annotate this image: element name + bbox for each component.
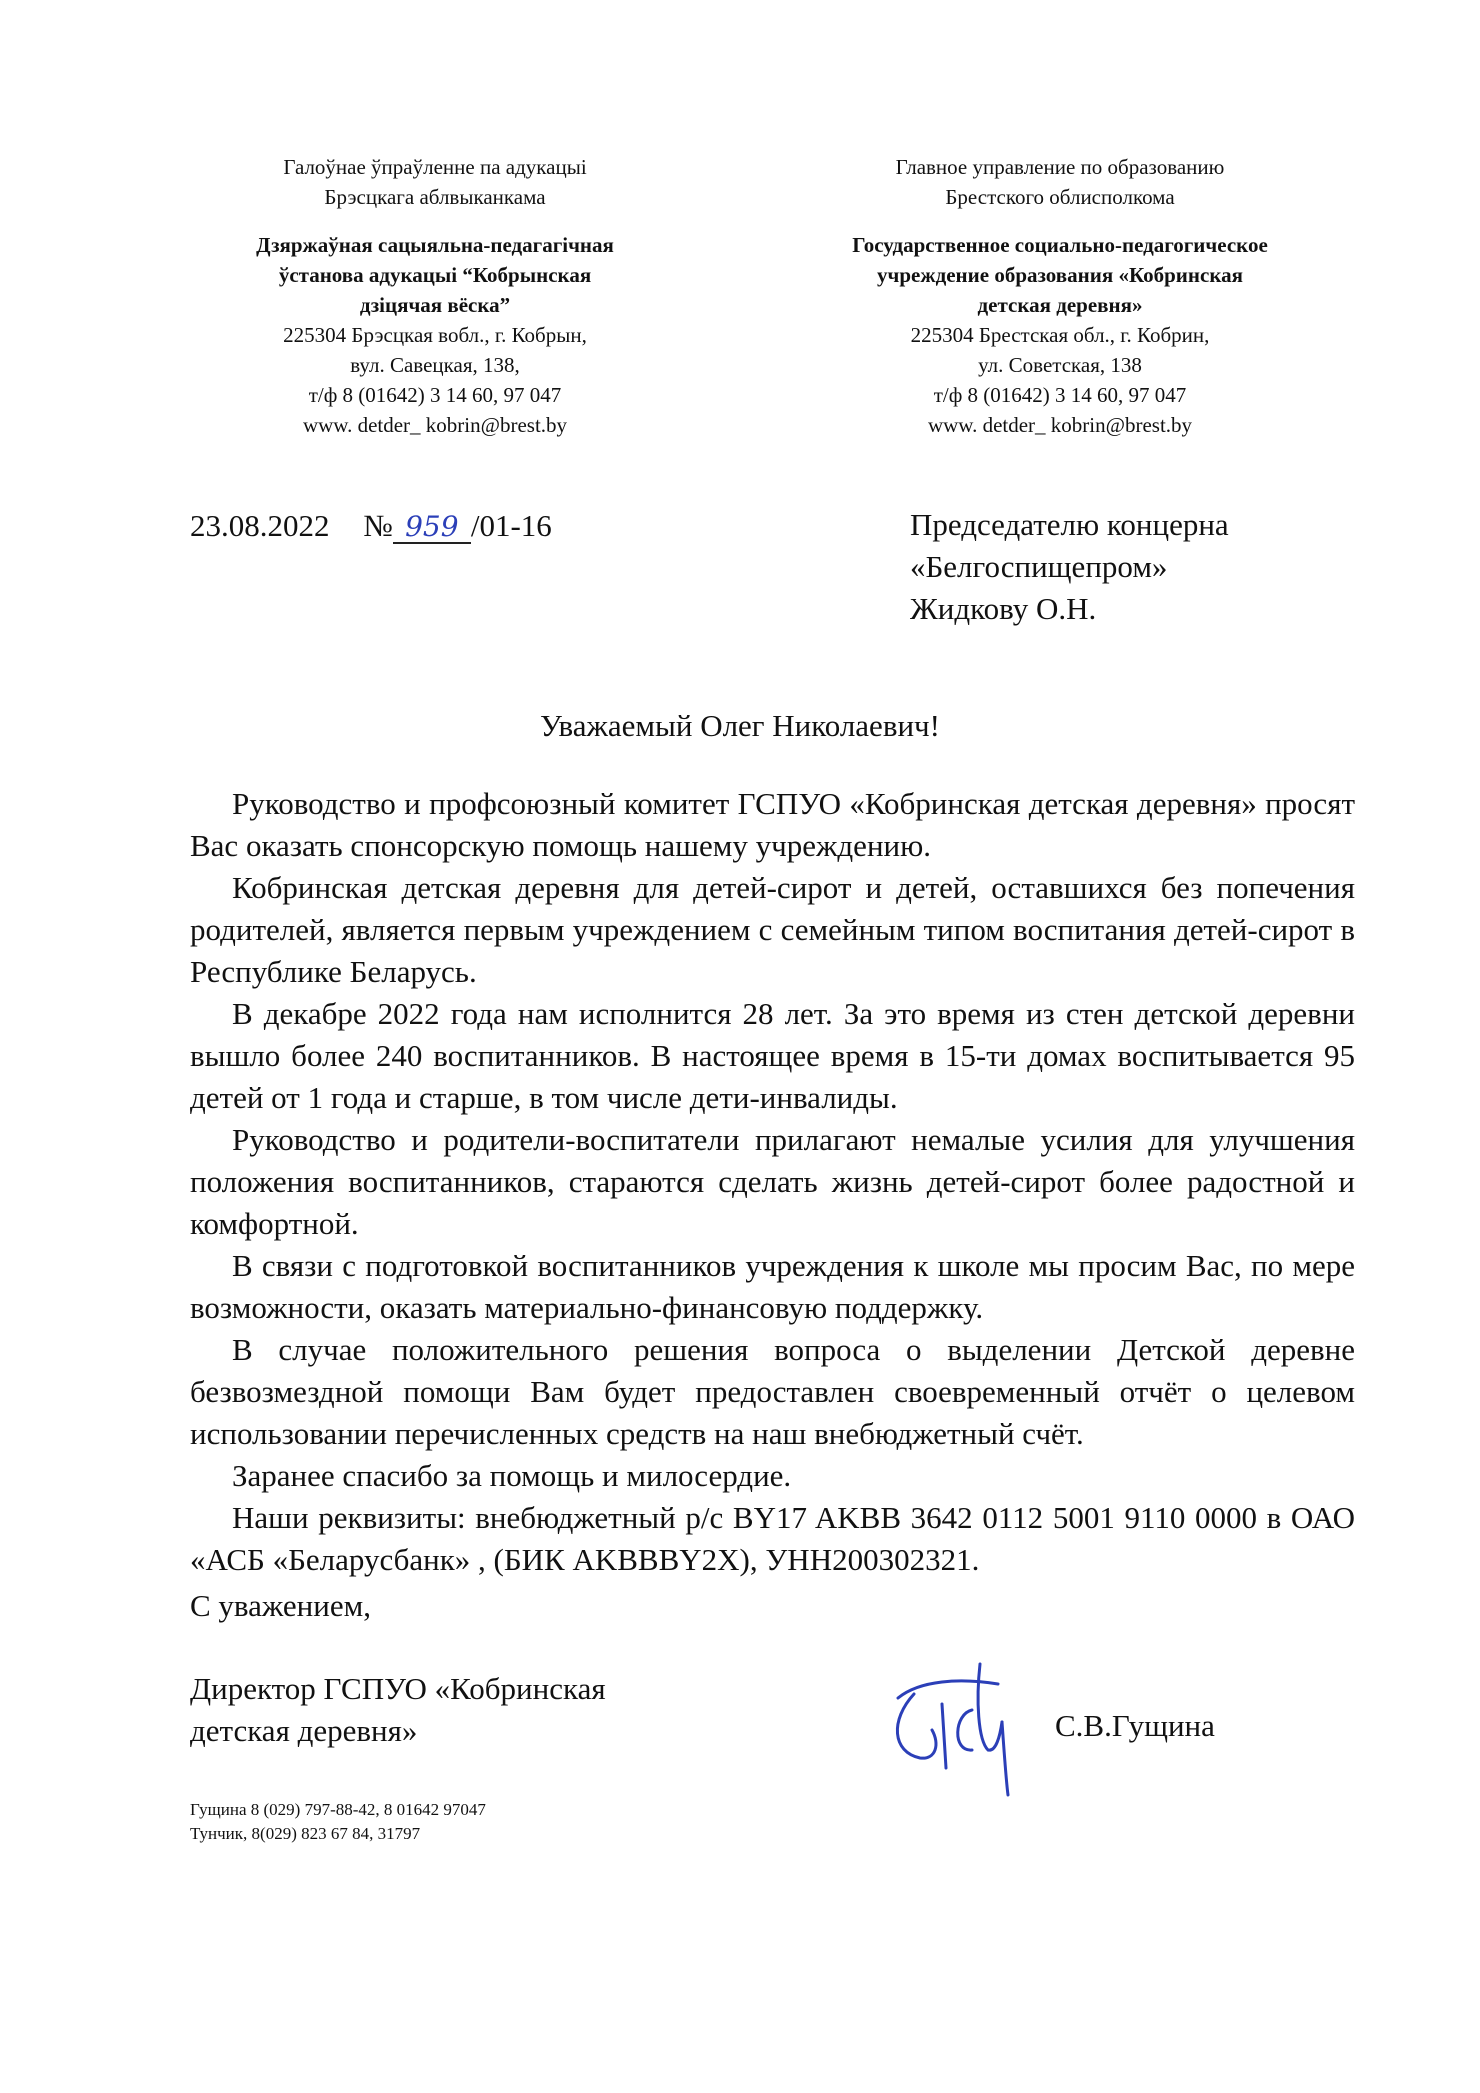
letterhead-russian <box>820 152 1300 440</box>
letter-body <box>190 783 1355 1581</box>
body-paragraph: В связи с подготовкой воспитанников учреждения к школе мы просим Вас, по мере возможности, оказать материально-финансовую поддержку. <box>190 1248 1355 1325</box>
handwritten-signature <box>880 1640 1030 1800</box>
ministry-line: Главное управление по образованию <box>895 155 1225 179</box>
organization-name: ўстанова адукацыі “Кобрынская <box>278 263 592 287</box>
letterhead-belarusian <box>200 152 670 440</box>
body-paragraph: В случае положительного решения вопроса о выделении Детской деревне безвозмездной помощи Вам будет предоставлен своевременный отчёт о целевом использовании перечисленных средств на наш внебюджетный счёт. <box>190 1332 1355 1451</box>
handwritten-reference-number: 959 <box>393 512 471 544</box>
salutation: Уважаемый Олег Николаевич! <box>540 708 940 743</box>
address-line: 225304 Брестская обл., г. Кобрин, <box>910 323 1210 347</box>
reference-suffix: /01-16 <box>470 508 552 543</box>
body-paragraph: В декабре 2022 года нам исполнится 28 лет. За это время из стен детской деревни вышло более 240 воспитанников. В настоящее время в 15-ти домах воспитывается 95 детей от 1 года и старше, в том числе дети-инвалиды. <box>190 996 1355 1115</box>
organization-name: Дзяржаўная сацыяльна-педагагічная <box>256 233 614 257</box>
closing: С уважением, <box>190 1588 371 1623</box>
phone-line: т/ф 8 (01642) 3 14 60, 97 047 <box>933 383 1187 407</box>
address-line: ул. Советская, 138 <box>978 353 1142 377</box>
ministry-line: Галоўнае ўпраўленне па адукацыі <box>283 155 587 179</box>
body-paragraph: Наши реквизиты: внебюджетный р/с BY17 AKBB 3642 0112 5001 9110 0000 в ОАО «АСБ «Беларусбанк» , (БИК AKBBBY2X), УНН200302321. <box>190 1500 1355 1577</box>
body-paragraph: Заранее спасибо за помощь и милосердие. <box>232 1458 792 1493</box>
body-paragraph: Кобринская детская деревня для детей-сирот и детей, оставшихся без попечения родителей, является первым учреждением с семейным типом воспитания детей-сирот в Республике Беларусь. <box>190 870 1355 989</box>
number-sign: № <box>363 508 393 543</box>
director-title <box>190 1668 606 1752</box>
contact-line: Гущина 8 (029) 797-88-42, 8 01642 97047 <box>190 1800 486 1819</box>
signer-name: С.В.Гущина <box>1055 1708 1215 1743</box>
phone-line: т/ф 8 (01642) 3 14 60, 97 047 <box>308 383 562 407</box>
organization-name: учреждение образования «Кобринская <box>877 263 1243 287</box>
web-line: www. detder_ kobrin@brest.by <box>302 413 568 437</box>
ministry-line: Брэсцкага аблвыканкама <box>324 185 546 209</box>
address-line: 225304 Брэсцкая вобл., г. Кобрын, <box>283 323 587 347</box>
organization-name: Государственное социально-педагогическое <box>852 233 1268 257</box>
reference-line <box>190 508 552 544</box>
address-line: вул. Савецкая, 138, <box>350 353 520 377</box>
addressee-block <box>910 504 1229 630</box>
contacts-footer <box>190 1798 486 1846</box>
body-paragraph: Руководство и родители-воспитатели прилагают немалые усилия для улучшения положения воспитанников, стараются сделать жизнь детей-сирот более радостной и комфортной. <box>190 1122 1355 1241</box>
director-line: детская деревня» <box>190 1713 418 1748</box>
addressee-line: Председателю концерна <box>910 507 1229 542</box>
ministry-line: Брестского облисполкома <box>945 185 1175 209</box>
organization-name: дзіцячая вёска” <box>359 293 511 317</box>
director-line: Директор ГСПУО «Кобринская <box>190 1671 606 1706</box>
addressee-line: Жидкову О.Н. <box>910 591 1097 626</box>
contact-line: Тунчик, 8(029) 823 67 84, 31797 <box>190 1824 421 1843</box>
letter-date: 23.08.2022 <box>190 508 330 543</box>
addressee-line: «Белгоспищепром» <box>910 549 1168 584</box>
organization-name: детская деревня» <box>977 293 1143 317</box>
body-paragraph: Руководство и профсоюзный комитет ГСПУО «Кобринская детская деревня» просят Вас оказать спонсорскую помощь нашему учреждению. <box>190 786 1355 863</box>
web-line: www. detder_ kobrin@brest.by <box>927 413 1193 437</box>
